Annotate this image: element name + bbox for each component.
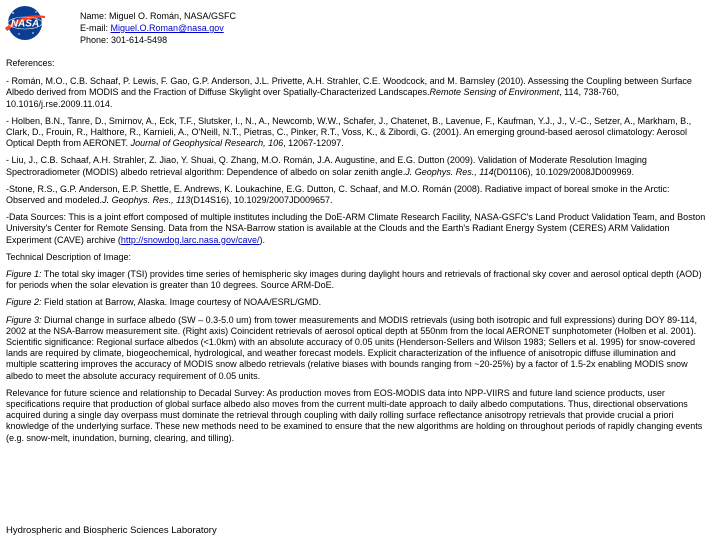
contact-email-line [80,22,236,34]
references-heading: References: [6,58,55,68]
reference-item: - Román, M.O., C.B. Schaaf, P. Lewis, F. Gao, G.P. Anderson, J.L. Privette, A.H. Strahler, C.E. Woodcock, and M. Barnsley (2010). Assessing the Coupling between Surface Albedo derived from MODIS and the Fraction of Diffuse Skylight over Spatially-Characterized Landscapes.Remote Sensing of Environment, 114, 738-760, 10.1016/j.rse.2009.11.014. [6,76,692,109]
figure-3-block [6,315,706,382]
data-sources: -Data Sources: This is a joint effort composed of multiple institutes including the DoE-ARM Climate Research Facility, NASA-GSFC's Land Product Validation Team, and Boston University's Center for Remote Sensing. Data from the NSA-Barrow station is available at the Clouds and the Earth's Radiant Energy System (CERES) ARM Validation Experiment (CAVE) archive (http://snowdog.larc.nasa.gov/cave/). [6,212,706,245]
contact-email-link[interactable]: Miguel.O.Roman@nasa.gov [110,23,224,33]
scientific-significance: Scientific significance: Regional surface albedos (<1.0km) with an absolute accuracy of 0.05 units (Henderson-Sellers and Wilson 1983; Sellers et al. 1995) for snow-covered lands are required by climate, biogeochemical, hydrological, and weather forecast models. Explicit characterization of the influence of anisotropic diffuse illumination and multiple scattering improves the accuracy of MODIS snow albedo retrievals (relative biases with bounds ranging from ~20-25%) by a factor of 1.5-2x enabling MODIS snow albedo to meet the absolute accuracy requirement of 0.05 units. [6,337,696,381]
figure-1-caption: Figure 1: The total sky imager (TSI) provides time series of hemispheric sky images during daylight hours and retrievals of fractional sky cover and aerosol optical depth (AOD) for periods when the solar elevation is greater than 10 degrees. Source ARM-DoE. [6,269,702,291]
contact-phone: Phone: 301-614-5498 [80,35,168,45]
figure-2-caption: Figure 2: Field station at Barrow, Alaska. Image courtesy of NOAA/ESRL/GMD. [6,297,322,308]
main-content [6,58,706,450]
cave-archive-link[interactable]: http://snowdog.larc.nasa.gov/cave/ [120,234,260,245]
contact-name: Name: Miguel O. Román, NASA/GSFC [80,11,237,21]
contact-email-label: E-mail: [80,23,111,33]
nasa-logo [3,4,47,42]
footer-lab-name: Hydrospheric and Biospheric Sciences Laboratory [6,525,217,536]
reference-item: - Liu, J., C.B. Schaaf, A.H. Strahler, Z. Jiao, Y. Shuai, Q. Zhang, M.O. Román, J.A. Augustine, and E.G. Dutton (2009). Validation of Moderate Resolution Imaging Spectroradiometer (MODIS) albedo retrieval algorithm: Dependence of albedo on solar zenith angle.J. Geophys. Res., 114(D01106), 10.1029/2008JD009969. [6,155,647,177]
relevance: Relevance for future science and relationship to Decadal Survey: As production moves from EOS-MODIS data into NPP-VIIRS and future land science products, user specifications require that production of global surface albedo also moves from the current multi-date approach to daily albedo computations. Thus, directional observations acquired during a single day overpass must dominate the retrieval through coupling with daily rolling surface reflectance anisotropy retrievals that provide crucial a priori knowledge of the underlying surface. These new methods need to be examined to ensure that the new algorithms are holding on throughout periods of rapidly changing events (e.g. snow-melt, inundation, burning, clearing, and tilling). [6,387,703,443]
technical-heading: Technical Description of Image: [6,251,132,262]
reference-item: -Stone, R.S., G.P. Anderson, E.P. Shettle, E. Andrews, K. Loukachine, E.G. Dutton, C. Schaaf, and M.O. Román (2008). Radiative impact of boreal smoke in the Arctic: Observed and modeled.J. Geophys. Res., 113(D14S16), 10.1029/2007JD009657. [6,183,670,206]
figure-3-caption: Figure 3: Diurnal change in surface albedo (SW – 0.3-5.0 um) from tower measurements and MODIS retrievals (using both isotropic and full expressions) during DOY 89-114, 2002 at the NSA-Barrow measurement site. (Right axis) Coincident retrievals of aerosol optical depth at 550nm from the local AERONET sunphotometer (Holben et al. 2001). [6,314,698,336]
svg-text:NASA: NASA [10,18,40,30]
reference-item: - Holben, B.N., Tanre, D., Smirnov, A., Eck, T.F., Slutsker, I., N., A., Newcomb, W.W., Schafer, J., Chatenet, B., Lavenue, F., Kaufman, Y.J., J., V.-C., Setzer, A., Markham, B., Clark, D., Frouin, R., Halthore, R., Karnieli, A., O'Neill, N.T., Pietras, C., Pinker, R.T., Voss, K., & Zibordi, G. (2001). An emerging ground-based aerosol climatology: Aerosol Optical Depth from AERONET. Journal of Geophysical Research, 106, 12067-12097. [6,115,692,149]
contact-info [80,10,236,46]
